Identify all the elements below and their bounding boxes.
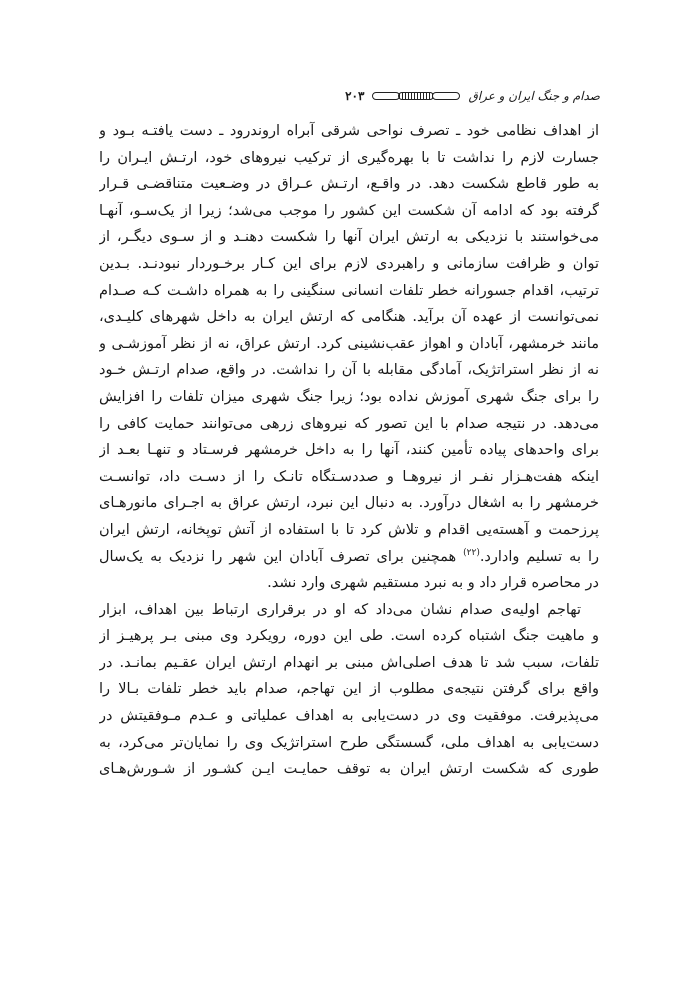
text-line: پرزحمت و آهسته‌یی اقدام و تلاش کرد تا با استفاده از آتش توپخانه، ارتش ایران [99, 521, 599, 538]
ornament-right-cap [432, 92, 460, 100]
text-line: در محاصره قرار داد و به نبرد مستقیم شهری وارد نشد. [267, 575, 599, 592]
text-line: واقع برای گرفتن نتیجه‌ی مطلوب از این تهاجم، صدام باید خطر تلفات بـالا را [99, 681, 599, 698]
text-line: ترتیب، اقدام جسورانه خطر تلفات انسانی سنگینی را به همراه داشـت کـه صـدام [99, 282, 599, 299]
text-line: به طور قاطع شکست دهد. در واقـع، ارتـش عـراق در وضـعیت متناقضـی قـرار [99, 176, 599, 193]
running-title: صدام و جنگ ایران و عراق [468, 89, 600, 103]
ornament-left-cap [372, 92, 400, 100]
text-line: و ماهیت جنگ اشتباه کرده است. طی این دوره، رویکرد وی مبنی بـر پرهیـز از [99, 628, 599, 645]
text-line: می‌پذیرفت. موفقیت وی در دست‌یابی به اهداف عملیاتی و عـدم مـوفقیتش در [99, 708, 599, 725]
footnote-reference: (۲۲) [463, 547, 480, 558]
text-line: توان و ظرافت سازمانی و راهبردی لازم برای این کـار برخـوردار نبودنـد. بـدین [99, 255, 599, 272]
text-line: را برای جنگ شهری آموزش نداده بود؛ زیرا جنگ شهری میزان تلفات را افزایش [99, 388, 599, 405]
text-line: جسارت لازم را نداشت تا با بهره‌گیری از ترکیب نیروهای خود، ارتـش ایـران را [99, 149, 599, 166]
header-ornament [372, 92, 460, 100]
body-text [99, 118, 599, 783]
text-segment: را به تسلیم وادارد. [479, 548, 599, 565]
text-line: اینکه هفت‌هـزار نفـر از نیروهـا و صددسـتگاه تانـک را از دسـت داد، توانسـت [99, 468, 599, 485]
text-line: گرفته بود که ادامه آن شکست این کشور را موجب می‌شد؛ زیرا از یک‌سـو، آنهـا [99, 202, 599, 219]
ornament-middle [398, 92, 434, 100]
text-line: مانند خرمشهر، آبادان و اهواز عقب‌نشینی کرد. ارتش عراق، نه از نظر آموزشـی و [99, 335, 599, 352]
text-line: تلفات، سبب شد تا هدف اصلی‌اش مبنی بر انهدام ارتش ایران عقـیم بمانـد. در [99, 654, 599, 671]
text-segment: همچنین برای تصرف آبادان این شهر را نزدیک به یک‌سال [99, 548, 457, 565]
paragraph-1 [99, 118, 599, 597]
text-line: دست‌یابی به اهداف ملی، گسستگی طرح استراتژیک وی را نمایان‌تر می‌کرد، به [99, 734, 599, 751]
text-line-with-footnote [99, 544, 599, 571]
page-header [100, 84, 600, 108]
text-line: برای واحدهای پیاده تأمین کنند، آنها را به داخل خرمشهر فرسـتاد و تنهـا بعـد از [99, 442, 599, 459]
page-number: ۲۰۳ [345, 89, 365, 103]
text-line: طوری که شکست ارتش ایران به توقف حمایـت ایـن کشـور از شـورش‌هـای [99, 761, 599, 778]
text-line: نه از نظر استراتژیک، آمادگی مقابله با آن را نداشت. در واقع، صدام ارتـش خـود [99, 362, 599, 379]
text-line: می‌دهد. در نتیجه صدام با این تصور که نیروهای زرهی می‌توانند حمایت کافی را [99, 415, 599, 432]
text-line: خرمشهر را به اشغال درآورد. به دنبال این نبرد، ارتش عراق به اجـرای مانورهـای [99, 495, 599, 512]
paragraph-2 [99, 597, 599, 783]
text-line: از اهداف نظامی خود ـ تصرف نواحی شرقی آبراه اروندرود ـ دست یافتـه بـود و [99, 123, 599, 139]
text-line: نمی‌توانست از عهده آن برآید. هنگامی که ارتش ایران به داخل شهرهای کلیـدی، [99, 309, 599, 326]
text-line: می‌خواستند با نزدیکی به ارتش ایران آنها را شکست دهنـد و از سـوی دیگـر، از [99, 229, 599, 246]
text-line: تهاجم اولیه‌ی صدام نشان می‌داد که او در برقراری ارتباط بین اهداف، ابزار [99, 601, 581, 618]
